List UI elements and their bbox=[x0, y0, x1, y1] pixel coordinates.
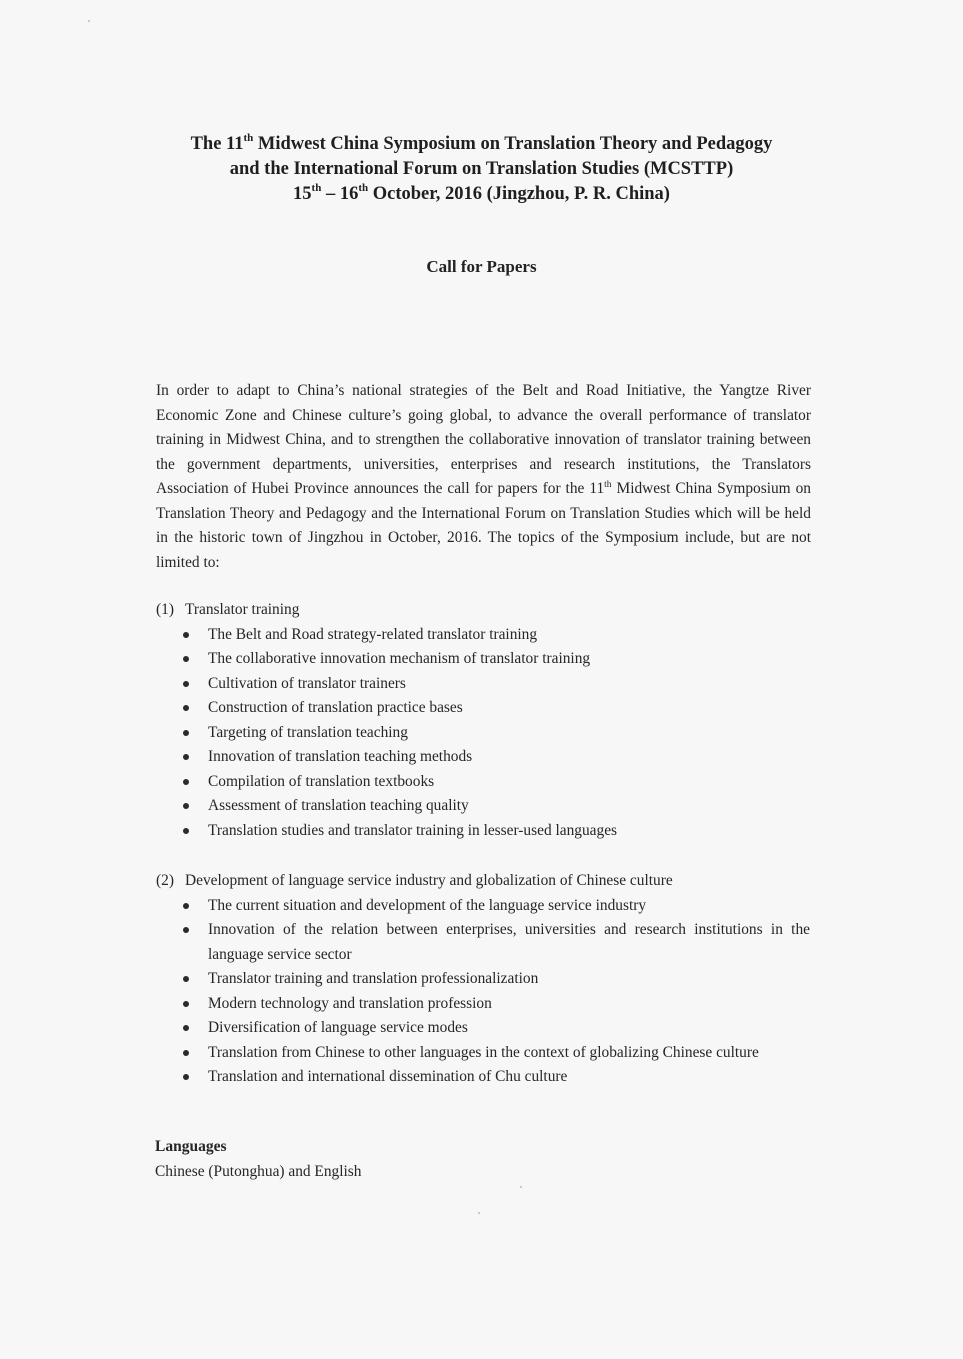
list-item-text: Innovation of the relation between enterprises, universities and research institutions in the language service sector bbox=[208, 921, 810, 963]
bullet-icon bbox=[183, 803, 189, 809]
intro-text: In order to adapt to China’s national strategies of the Belt and Road Initiative, the Yangtze River Economic Zone and Chinese culture’s going global, to advance the overall performance of translator training in Midwest China, and to strengthen the collaborative innovation of translator training between the government departments, universities, enterprises and research institutions, the Translators Association of Hubei Province announces the call for papers for the 11 bbox=[156, 382, 811, 497]
date-text: October, 2016 (Jingzhou, P. R. China) bbox=[368, 184, 670, 204]
date-text: 15 bbox=[293, 184, 312, 204]
list-item-text: The Belt and Road strategy-related translator training bbox=[208, 625, 538, 643]
title-line-1 bbox=[0, 132, 963, 157]
bullet-icon bbox=[183, 656, 189, 662]
list-item-text: Translation studies and translator training in lesser-used languages bbox=[208, 821, 618, 839]
topic-title: Development of language service industry and globalization of Chinese culture bbox=[185, 872, 673, 889]
languages-text: Chinese (Putonghua) and English bbox=[155, 1163, 362, 1180]
bullet-icon bbox=[183, 681, 189, 687]
list-item bbox=[156, 647, 816, 672]
intro-paragraph bbox=[156, 379, 811, 575]
list-item-text: Assessment of translation teaching quality bbox=[208, 797, 469, 814]
document-title bbox=[0, 132, 963, 207]
topic-title: Translator training bbox=[185, 601, 300, 618]
bullet-icon bbox=[183, 1001, 189, 1007]
topic-heading bbox=[156, 598, 816, 623]
bullet-icon bbox=[183, 927, 189, 933]
list-item-text: Modern technology and translation profession bbox=[208, 994, 492, 1012]
list-item bbox=[156, 1016, 816, 1041]
intro-text: Midwest China Symposium on Translation Theory and Pedagogy and the International Forum on Translation Studies which will be held in the historic town of Jingzhou in October, 2016. The topics of the Symposium include, but are not limited to: bbox=[156, 480, 811, 571]
bullet-icon bbox=[183, 730, 189, 736]
scan-speck bbox=[520, 1186, 522, 1188]
list-item-text: Targeting of translation teaching bbox=[208, 723, 408, 741]
list-item-text: Construction of translation practice bases bbox=[208, 699, 463, 716]
list-item bbox=[156, 672, 816, 697]
list-item bbox=[156, 918, 816, 967]
title-line-2: and the International Forum on Translation Studies (MCSTTP) bbox=[229, 159, 734, 179]
topic-number: (1) bbox=[156, 601, 174, 618]
bullet-icon bbox=[183, 705, 189, 711]
list-item-text: Cultivation of translator trainers bbox=[208, 674, 406, 692]
bullet-icon bbox=[183, 903, 189, 909]
bullet-icon bbox=[183, 632, 189, 638]
list-item-text: Innovation of translation teaching methods bbox=[208, 748, 473, 765]
list-item-text: The current situation and development of the language service industry bbox=[208, 896, 647, 914]
list-item bbox=[156, 770, 816, 795]
languages-heading: Languages bbox=[155, 1138, 227, 1155]
bullet-icon bbox=[183, 1074, 189, 1080]
call-for-papers-heading: Call for Papers bbox=[426, 257, 537, 276]
topic-heading bbox=[156, 869, 816, 894]
list-item bbox=[156, 819, 816, 844]
date-superscript: th bbox=[311, 181, 322, 194]
list-item-text: Translation and international dissemination of Chu culture bbox=[208, 1068, 568, 1085]
title-text: Midwest China Symposium on Translation Theory and Pedagogy bbox=[253, 134, 773, 154]
list-item-text: Translator training and translation professionalization bbox=[208, 970, 539, 987]
bullet-icon bbox=[183, 1025, 189, 1031]
list-item bbox=[156, 992, 816, 1017]
topic-section-2 bbox=[156, 869, 816, 1090]
topic-number: (2) bbox=[156, 872, 174, 889]
date-text: – 16 bbox=[321, 184, 359, 204]
list-item bbox=[156, 1041, 816, 1066]
topic-list bbox=[156, 623, 816, 844]
topic-list bbox=[156, 894, 816, 1090]
list-item-text: The collaborative innovation mechanism of translator training bbox=[208, 650, 591, 667]
list-item bbox=[156, 721, 816, 746]
title-line-3 bbox=[0, 182, 963, 207]
bullet-icon bbox=[183, 976, 189, 982]
scan-speck bbox=[478, 1212, 480, 1214]
list-item-text: Translation from Chinese to other languages in the context of globalizing Chinese culture bbox=[208, 1043, 759, 1061]
bullet-icon bbox=[183, 1050, 189, 1056]
title-superscript: th bbox=[243, 131, 254, 144]
bullet-icon bbox=[183, 779, 189, 785]
date-superscript: th bbox=[358, 181, 369, 194]
topic-section-1 bbox=[156, 598, 816, 843]
list-item bbox=[156, 745, 816, 770]
title-text: The 11 bbox=[190, 134, 244, 154]
list-item bbox=[156, 967, 816, 992]
list-item bbox=[156, 894, 816, 919]
list-item bbox=[156, 696, 816, 721]
list-item-text: Diversification of language service modes bbox=[208, 1019, 468, 1036]
list-item bbox=[156, 794, 816, 819]
list-item-text: Compilation of translation textbooks bbox=[208, 772, 435, 790]
bullet-icon bbox=[183, 754, 189, 760]
intro-superscript: th bbox=[604, 479, 612, 490]
bullet-icon bbox=[183, 828, 189, 834]
scan-speck bbox=[88, 20, 90, 22]
list-item bbox=[156, 1065, 816, 1090]
list-item bbox=[156, 623, 816, 648]
